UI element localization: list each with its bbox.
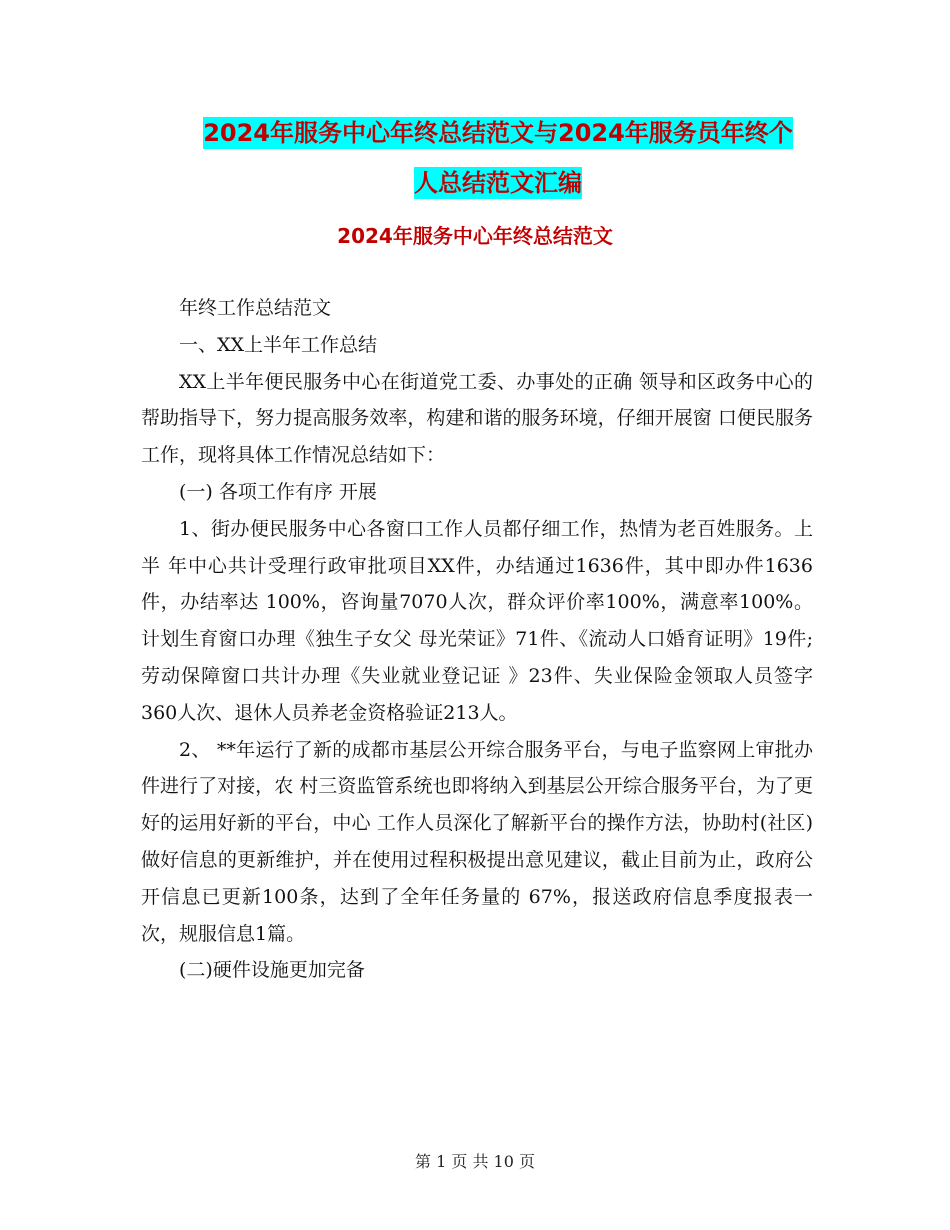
- paragraph-2: 一、XX上半年工作总结: [179, 333, 378, 356]
- section-title: 2024年服务中心年终总结范文: [337, 224, 613, 248]
- document-title: [140, 108, 856, 208]
- paragraph-5: 1、街办便民服务中心各窗口工作人员都仔细工作，热情为老百姓服务。上半 年中心共计受理行政审批项目XX件，办结通过1636件，其中即办件1636件，办结率达 100%，咨询量7070人次，群众评价率100%，满意率100%。计划生育窗口办理《独生子女父 母光荣证》71件、《流动人口婚育证明》19件;劳动保障窗口共计办理《失业就业登记证 》23件、失业保险金领取人员签字360人次、退休人员养老金资格验证213人。: [141, 517, 813, 724]
- document-body: [141, 290, 813, 989]
- paragraph-6: 2、 **年运行了新的成都市基层公开综合服务平台，与电子监察网上审批办件进行了对接，农 村三资监管系统也即将纳入到基层公开综合服务平台，为了更好的运用好新的平台，中心 工作人员深化了解新平台的操作方法，协助村(社区)做好信息的更新维护，并在使用过程积极提出意见建议，截止目前为止，政府公开信息已更新100条，达到了全年任务量的 67%，报送政府信息季度报表一次，规服信息1篇。: [141, 738, 813, 945]
- paragraph-7: (二)硬件设施更加完备: [179, 959, 365, 982]
- document-title-line-1: 2024年服务中心年终总结范文与2024年服务员年终个: [203, 119, 793, 147]
- document-title-line-2: 人总结范文汇编: [414, 169, 582, 197]
- page-footer: 第 1 页 共 10 页: [415, 1152, 535, 1171]
- paragraph-4: (一) 各项工作有序 开展: [179, 480, 377, 503]
- paragraph-1: 年终工作总结范文: [179, 297, 332, 319]
- paragraph-3: XX上半年便民服务中心在街道党工委、办事处的正确 领导和区政务中心的帮助指导下，努力提高服务效率，构建和谐的服务环境，仔细开展窗 口便民服务工作，现将具体工作情况总结如下：: [141, 370, 813, 467]
